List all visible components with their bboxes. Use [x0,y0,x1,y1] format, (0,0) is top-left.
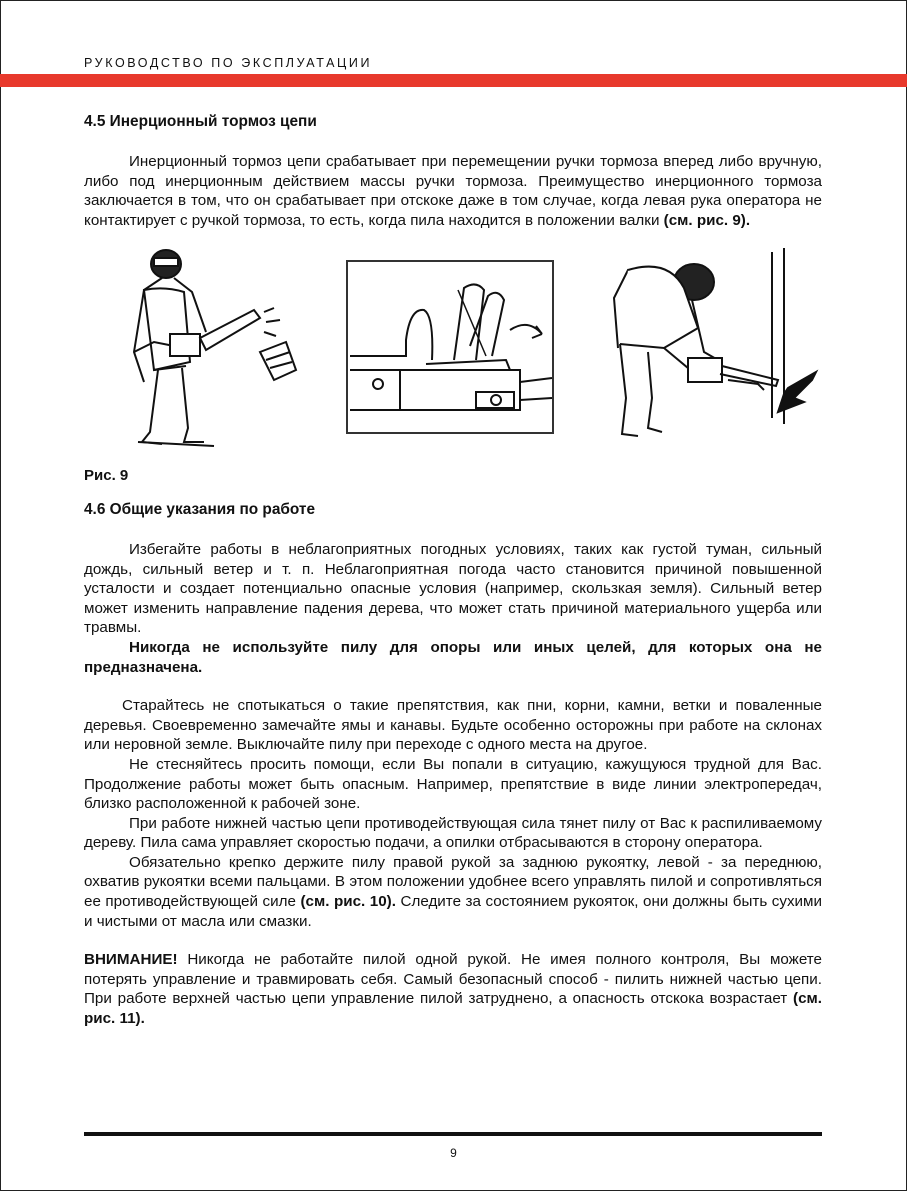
attention-label: ВНИМАНИЕ! [84,951,178,969]
figure-9-brake-mechanism [346,260,554,434]
section-4-5-title: 4.5 Инерционный тормоз цепи [84,113,317,130]
grip-paragraph: Обязательно крепко держите пилу правой рукой за заднюю рукоятку, левой - за переднюю, охватив рукоятки всеми пальцами. В этом положении удобнее всего управлять пилой и сопротивляться ее противодействующей силе (см. рис. 10). Следите за состоянием рукояток, они должны быть сухими и чистыми от масла или смазки. [84,853,822,930]
warning-misuse-paragraph: Никогда не используйте пилу для опоры или иных целей, для которых она не предназначена. [84,638,822,676]
page-number: 9 [450,1146,457,1160]
figure-9-felling-position [608,248,820,444]
weather-paragraph: Избегайте работы в неблагоприятных погодных условиях, таких как густой туман, сильный дождь, сильный ветер и т. п. Неблагоприятная погода часто становится причиной повышенной усталости и создает потенциально опасные условия (например, скользкая земля). Сильный ветер может изменить направление падения дерева, что может стать причиной материального ущерба или травмы. [84,540,822,637]
page-content [84,112,822,1029]
figure-reference: (см. рис. 9). [663,211,751,229]
footer-rule [84,1132,822,1136]
attention-paragraph: ВНИМАНИЕ! Никогда не работайте пилой одной рукой. Не имея полного контроля, Вы можете потерять управление и травмировать себя. Самый безопасный способ - пилить нижней частью цепи. При работе верхней частью цепи управление пилой затруднено, а опасность отскока возрастает (см. рис. 11). [84,951,822,1028]
ask-help-paragraph: Не стесняйтесь просить помощи, если Вы попали в ситуацию, кажущуюся трудной для Вас. Продолжение работы может быть опасным. Например, препятствие в виде линии электропередач, близко расположенной к рабочей зоне. [84,755,822,813]
section-4-6-title: 4.6 Общие указания по работе [84,500,316,518]
lower-chain-paragraph: При работе нижней частью цепи противодействующая сила тянет пилу от Вас к распиливаемому дереву. Пила сама управляет скоростью подачи, а опилки отбрасываются в сторону оператора. [84,814,822,852]
figure-reference: (см. рис. 10). [300,893,396,911]
figure-9-illustrations [84,242,822,460]
figure-9-caption: Рис. 9 [84,467,129,485]
header-accent-bar [0,74,907,87]
figure-9-operator-kickback [114,242,314,454]
figure-reference: (см. рис. 11). [84,990,822,1028]
obstacles-paragraph: Старайтесь не спотыкаться о такие препятствия, как пни, корни, камни, ветки и поваленные деревья. Своевременно замечайте ямы и канавы. Будьте особенно осторожны при работе на склонах или неровной земле. Выключайте пилу при переходе с одного места на другое. [84,697,822,754]
section-4-5-paragraph: Инерционный тормоз цепи срабатывает при перемещении ручки тормоза вперед либо вручную, либо под инерционным действием массы ручки тормоза. Преимущество инерционного тормоза заключается в том, что он срабатывает при отскоке даже в том случае, когда левая рука оператора не контактирует с ручкой тормоза, то есть, когда пила находится в положении валки (см. рис. 9). [84,153,822,229]
running-header: РУКОВОДСТВО ПО ЭКСПЛУАТАЦИИ [84,56,373,70]
